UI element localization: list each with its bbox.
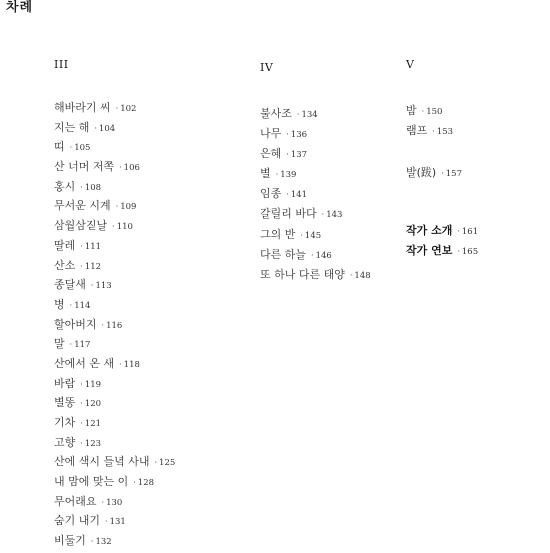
entry-title: 램프 [406, 124, 428, 138]
entry-title: 할아버지 [54, 317, 97, 331]
entry-title: 그의 반 [260, 227, 296, 241]
entry-separator: · [80, 241, 83, 251]
entry-page-number: 132 [95, 537, 112, 548]
entry-title: 작가 연보 [406, 244, 453, 258]
entry-title: 은혜 [260, 147, 282, 161]
entry-title: 별 [260, 167, 271, 181]
entry-page-number: 123 [84, 438, 102, 449]
entry-separator: · [80, 399, 83, 409]
entry-separator: · [421, 107, 425, 116]
toc-entry [54, 273, 244, 293]
spacer [406, 139, 546, 161]
toc-entry [54, 214, 244, 234]
entry-page-number: 102 [120, 104, 137, 114]
entry-page-number: 104 [98, 123, 116, 134]
toc-entry [54, 293, 244, 313]
entry-title: 나무 [260, 127, 282, 141]
toc-entry [54, 234, 244, 254]
toc-entry [54, 194, 244, 214]
entry-separator: · [321, 210, 325, 220]
entry-separator: · [90, 281, 94, 291]
entry-page-number: 157 [445, 169, 462, 180]
entry-title: 종달새 [54, 278, 86, 292]
toc-entry [54, 372, 244, 392]
entry-page-number: 161 [461, 227, 479, 238]
entry-page-number: 150 [426, 107, 443, 117]
entry-title: 갈릴리 바다 [260, 207, 317, 221]
entry-title: 병 [54, 297, 65, 311]
toc-entry [54, 529, 244, 549]
entry-title: 밤 [406, 104, 417, 117]
entry-page-number: 120 [84, 399, 102, 410]
toc-entry [54, 352, 244, 372]
toc-entry [260, 263, 400, 283]
entry-title: 삼월삼짇날 [54, 219, 108, 233]
entry-title: 딸레 [54, 238, 76, 252]
toc-entry [54, 116, 244, 136]
entry-page-number: 105 [74, 143, 91, 154]
entry-separator: · [105, 517, 108, 527]
entry-separator: · [286, 190, 289, 200]
entry-title: 작가 소개 [406, 224, 453, 238]
entry-separator: · [133, 478, 136, 488]
entry-page-number: 131 [109, 517, 126, 528]
entry-page-number: 134 [301, 110, 318, 120]
entry-separator: · [80, 379, 83, 389]
entry-page-number: 116 [106, 320, 123, 331]
entry-page-number: 121 [84, 419, 102, 429]
entry-page-number: 114 [74, 300, 91, 311]
toc-entry [260, 142, 400, 162]
entry-page-number: 112 [84, 261, 102, 272]
toc-entry [54, 450, 244, 470]
entry-title: 홍시 [54, 179, 76, 193]
toc-entry [406, 239, 546, 259]
toc-entry [54, 332, 244, 352]
entry-page-number: 143 [326, 210, 343, 221]
toc-entry [406, 161, 546, 181]
toc-entry [406, 219, 546, 239]
toc-entry [54, 175, 244, 195]
toc-entry [54, 135, 244, 155]
entry-page-number: 106 [123, 163, 140, 174]
toc-entry [54, 391, 244, 411]
entry-separator: · [69, 300, 73, 310]
entry-page-number: 148 [354, 270, 371, 281]
entry-page-number: 128 [137, 478, 155, 489]
entry-page-number: 145 [304, 230, 322, 241]
toc-entry [54, 411, 244, 431]
entry-title: 비둘기 [54, 534, 86, 548]
entry-separator: · [115, 202, 119, 212]
toc-entry [260, 223, 400, 243]
section-numeral: III [54, 58, 69, 71]
entry-separator: · [311, 250, 314, 260]
entry-page-number: 108 [84, 182, 102, 193]
entry-title: 산 너머 저쪽 [54, 160, 115, 174]
entry-separator: · [286, 150, 289, 160]
entry-separator: · [101, 320, 105, 330]
toc-section-v [406, 58, 546, 259]
entry-separator: · [349, 270, 353, 280]
entry-title: 띠 [54, 140, 65, 154]
entry-separator: · [69, 143, 73, 153]
entry-separator: · [80, 419, 83, 428]
entry-title: 숨기 내기 [54, 514, 101, 528]
section-numeral: IV [260, 61, 274, 74]
entry-page-number: 119 [84, 379, 102, 390]
toc-section-iv [260, 58, 400, 283]
entry-separator: · [432, 127, 435, 137]
entry-separator: · [275, 170, 279, 180]
entry-page-number: 130 [106, 497, 123, 508]
toc-entry [260, 202, 400, 222]
toc-entry [54, 470, 244, 490]
entry-title: 내 맘에 맞는 이 [54, 475, 129, 489]
entry-separator: · [112, 222, 115, 232]
toc-entry [260, 182, 400, 202]
toc-entry [54, 490, 244, 510]
entry-page-number: 125 [159, 458, 176, 469]
entry-title: 다른 하늘 [260, 247, 307, 261]
toc-entry [54, 313, 244, 333]
entry-separator: · [80, 438, 83, 448]
entry-title: 말 [54, 337, 65, 351]
entry-separator: · [119, 163, 122, 173]
toc-entry [260, 122, 400, 142]
entry-page-number: 113 [95, 281, 112, 292]
entry-separator: · [441, 169, 444, 179]
entry-title: 지는 해 [54, 120, 90, 134]
toc-entry [260, 102, 400, 122]
entry-title: 바람 [54, 376, 76, 390]
toc-entry [54, 509, 244, 529]
page-title: 차례 [6, 0, 34, 15]
entry-title: 또 하나 다른 태양 [260, 267, 345, 281]
toc-section-iii [54, 58, 244, 549]
toc-entry [54, 431, 244, 451]
entry-title: 산소 [54, 258, 76, 272]
entry-page-number: 146 [315, 250, 332, 261]
entry-separator: · [457, 227, 460, 237]
entry-separator: · [101, 497, 105, 507]
entry-title: 산에서 온 새 [54, 356, 115, 370]
entry-page-number: 109 [120, 202, 137, 213]
toc-entry [260, 162, 400, 182]
entry-page-number: 141 [290, 190, 308, 201]
entry-separator: · [80, 261, 83, 271]
entry-title: 임종 [260, 187, 282, 201]
toc-entry [54, 155, 244, 175]
entry-title: 기차 [54, 416, 76, 429]
toc-entry [260, 243, 400, 263]
entry-title: 해바라기 씨 [54, 101, 111, 114]
toc-entry [54, 96, 244, 116]
spacer [406, 181, 546, 219]
section-numeral: V [406, 58, 415, 71]
entry-page-number: 139 [280, 170, 297, 181]
entry-page-number: 153 [436, 127, 454, 138]
entry-page-number: 111 [84, 241, 102, 252]
entry-title: 산에 색시 들녘 사내 [54, 455, 150, 469]
entry-separator: · [286, 130, 289, 140]
entry-page-number: 117 [74, 340, 91, 351]
toc-entry [406, 119, 546, 139]
toc-entry [54, 254, 244, 274]
entry-page-number: 137 [290, 150, 308, 161]
entry-title: 별똥 [54, 396, 76, 410]
entry-title: 발(跋) [406, 166, 437, 180]
entry-title: 무어래요 [54, 494, 97, 508]
entry-separator: · [90, 537, 94, 547]
entry-page-number: 118 [123, 359, 140, 370]
entry-title: 불사조 [260, 107, 292, 120]
entry-separator: · [115, 104, 119, 113]
entry-page-number: 110 [116, 222, 133, 233]
entry-separator: · [300, 230, 303, 240]
entry-separator: · [80, 182, 83, 192]
entry-page-number: 136 [290, 130, 308, 141]
entry-separator: · [457, 247, 460, 257]
entry-separator: · [296, 110, 300, 119]
entry-separator: · [154, 458, 158, 468]
toc-entry [406, 99, 546, 119]
entry-title: 무서운 시계 [54, 199, 111, 213]
entry-page-number: 165 [461, 247, 479, 258]
entry-separator: · [94, 123, 97, 133]
entry-title: 고향 [54, 435, 76, 449]
entry-separator: · [119, 359, 122, 369]
entry-separator: · [69, 340, 73, 350]
